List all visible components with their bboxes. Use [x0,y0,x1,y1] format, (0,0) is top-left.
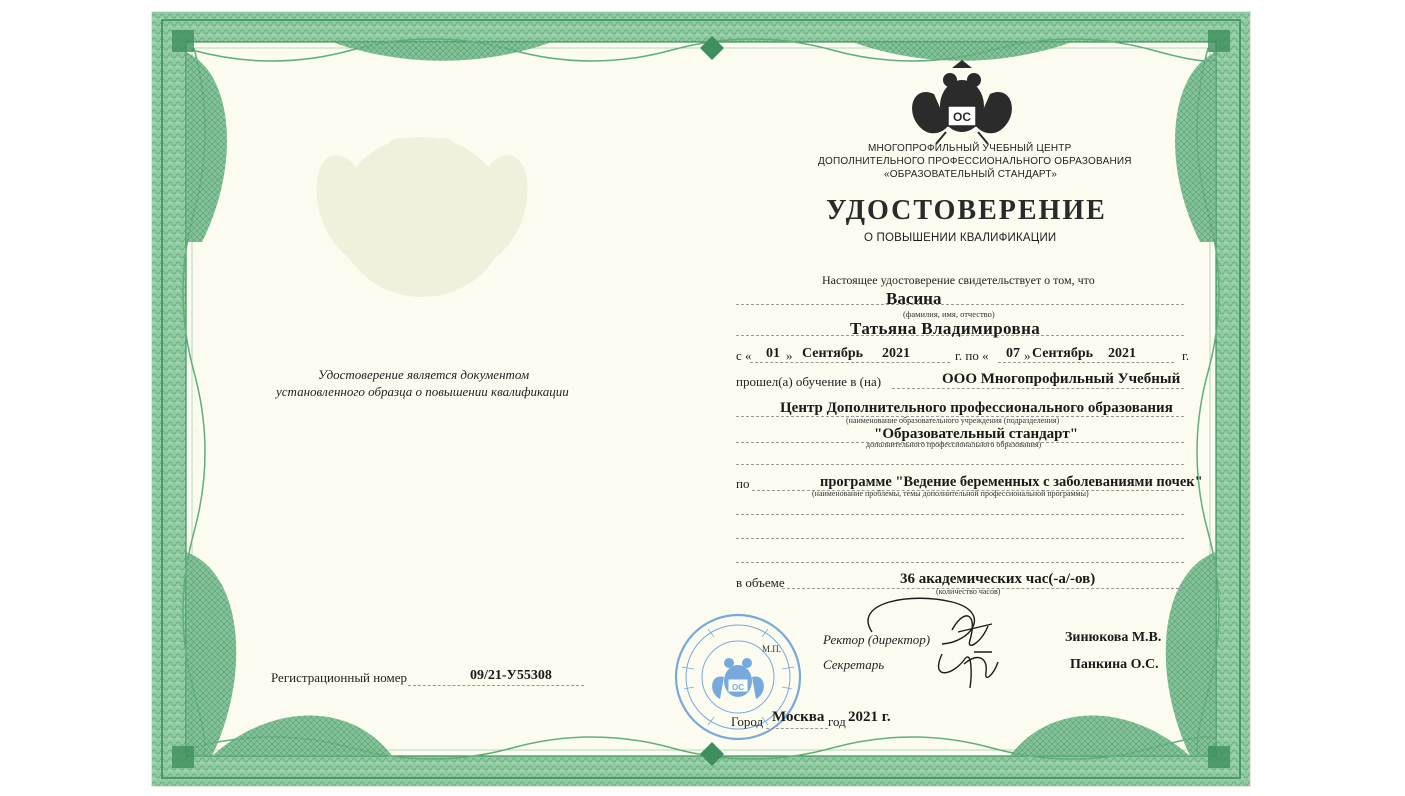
certificate-subtitle: О ПОВЫШЕНИИ КВАЛИФИКАЦИИ [864,232,1057,244]
issue-city: Москва [772,709,825,725]
svg-text:ОС: ОС [953,110,971,124]
period-to-day: 07 [1006,346,1020,361]
stamp-place-label: М.П. [762,644,782,654]
period-year-suffix: г. [1182,348,1190,363]
city-label: Город [731,714,764,729]
rector-name: Зинюкова М.В. [1065,630,1162,645]
quote-close-2: » [1024,348,1031,363]
period-from-day: 01 [766,346,780,361]
intro-text: Настоящее удостоверение свидетельствует о том, что [822,273,1095,287]
eagle-watermark [317,137,528,297]
period-from-label: с « [736,348,752,363]
institution-line3: "Образовательный стандарт" [874,426,1079,442]
name-hint: (фамилия, имя, отчество) [903,309,995,319]
institution-line2: Центр Дополнительного профессионального образования [780,400,1173,416]
volume-label: в объеме [736,575,785,590]
trainee-surname: Васина [886,289,942,308]
program-hint: (наименование проблемы, темы дополнительной профессиональной программы) [812,489,1089,498]
registration-number: 09/21-У55308 [470,668,552,683]
inst-line-4 [736,464,1184,465]
period-to-label: г. по « [955,348,989,363]
trainee-given-names: Татьяна Владимировна [850,319,1041,338]
ornament-bottom-left [212,716,392,757]
hours-hint: (количество часов) [936,587,1001,596]
period-to-month: Сентябрь [1032,346,1094,361]
trained-label: прошел(а) обучение в (на) [736,374,882,389]
program-name: программе "Ведение беременных с заболеваниями почек" [820,474,1203,490]
period-from-year: 2021 [882,346,910,361]
ornament-right-top [1175,52,1216,242]
validity-notice-line2: установленного образца о повышении квалификации [276,384,569,399]
double-headed-eagle-os-emblem [912,60,1012,144]
svg-text:ОС: ОС [732,683,744,692]
ornament-left-top [186,52,227,242]
validity-notice-line1: Удостоверение является документом [318,367,530,382]
registration-label: Регистрационный номер [271,670,407,685]
institution-hint1: (наименование образовательного учреждения (подразделения) [846,416,1060,425]
program-label: по [736,476,750,491]
program-line-2 [736,514,1184,515]
quote-close-1: » [786,348,793,363]
program-line-4 [736,562,1184,563]
to-date-underline [998,362,1174,363]
ornament-bottom-right [1010,716,1190,757]
certificate-sheet [152,12,1250,786]
issue-year: 2021 г. [848,709,891,725]
ornament-top-center-left [332,42,552,61]
ornament-right-bottom [1166,552,1216,756]
name-line-1 [736,304,1184,305]
program-line-3 [736,538,1184,539]
secretary-signature [939,652,998,688]
secretary-name: Панкина О.С. [1070,657,1159,672]
inst-line-1 [892,388,1184,389]
org-name-line2: ДОПОЛНИТЕЛЬНОГО ПРОФЕССИОНАЛЬНОГО ОБРАЗОВАНИЯ [818,156,1132,167]
institution-hint2: дополнительного профессионального образования) [866,440,1042,449]
period-to-year: 2021 [1108,346,1136,361]
city-underline [766,728,828,729]
period-from-month: Сентябрь [802,346,864,361]
secretary-label: Секретарь [823,657,885,672]
org-name-line1: МНОГОПРОФИЛЬНЫЙ УЧЕБНЫЙ ЦЕНТР [868,143,1072,154]
year-label: год [828,714,846,729]
from-date-underline [750,362,950,363]
institution-line1: ООО Многопрофильный Учебный [942,371,1181,387]
registration-underline [408,685,584,686]
ornament-left-bottom [186,552,236,756]
ornament-top-center-right [852,42,1072,61]
org-name-line3: «ОБРАЗОВАТЕЛЬНЫЙ СТАНДАРТ» [884,169,1057,180]
certificate-title: УДОСТОВЕРЕНИЕ [826,195,1107,226]
hours-value: 36 академических час(-а/-ов) [900,571,1096,587]
rector-label: Ректор (директор) [823,632,931,647]
